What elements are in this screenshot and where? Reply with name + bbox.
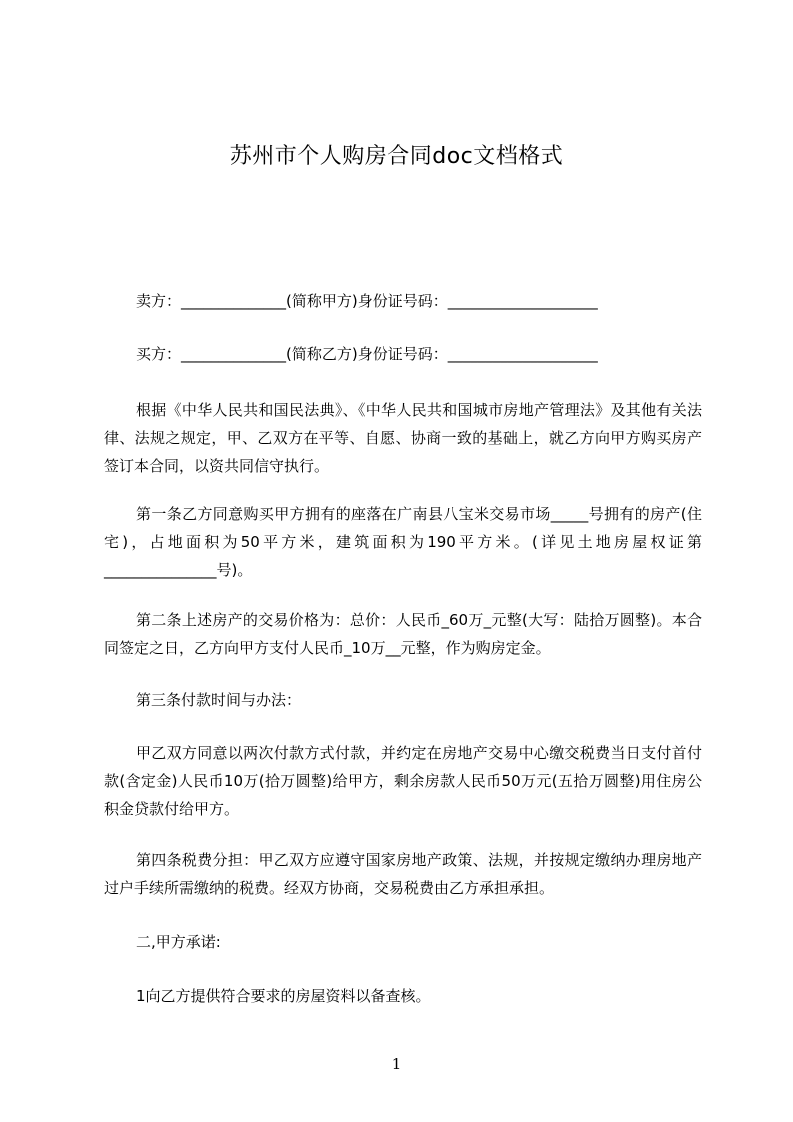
seller-line: 卖方：______________(简称甲方)身份证号码：____________________ [136, 292, 598, 310]
party-a-commitments-heading: 二,甲方承诺: [136, 933, 221, 951]
preamble-paragraph: 根据《中华人民共和国民法典》、《中华人民共和国城市房地产管理法》及其他有关法律、法规之规定，甲、乙双方在平等、自愿、协商一致的基础上，就乙方向甲方购买房产签订本合同，以资共同信守执行。 [104, 401, 702, 475]
page-number: 1 [391, 1055, 402, 1073]
article-3-heading: 第三条付款时间与办法： [136, 691, 302, 709]
article-2-paragraph: 第二条上述房产的交易价格为：总价：人民币_60万_元整(大写：陆拾万圆整)。本合同签定之日，乙方向甲方支付人民币_10万__元整，作为购房定金。 [104, 611, 702, 657]
article-1-paragraph: 第一条乙方同意购买甲方拥有的座落在广南县八宝米交易市场_____号拥有的房产(住宅)，占地面积为50平方米，建筑面积为190平方米。(详见土地房屋权证第_______________号)。 [104, 505, 702, 579]
article-4-paragraph: 第四条税费分担：甲乙双方应遵守国家房地产政策、法规，并按规定缴纳办理房地产过户手续所需缴纳的税费。经双方协商，交易税费由乙方承担承担。 [104, 851, 702, 897]
commitment-1-paragraph: 1向乙方提供符合要求的房屋资料以备查核。 [136, 987, 431, 1005]
buyer-line: 买方：______________(简称乙方)身份证号码：____________________ [136, 345, 598, 363]
document-title: 苏州市个人购房合同doc文档格式 [229, 144, 564, 169]
payment-method-paragraph: 甲乙双方同意以两次付款方式付款，并约定在房地产交易中心缴交税费当日支付首付款(含定金)人民币10万(拾万圆整)给甲方，剩余房款人民币50万元(五拾万圆整)用住房公积金贷款付给甲方。 [104, 744, 702, 818]
